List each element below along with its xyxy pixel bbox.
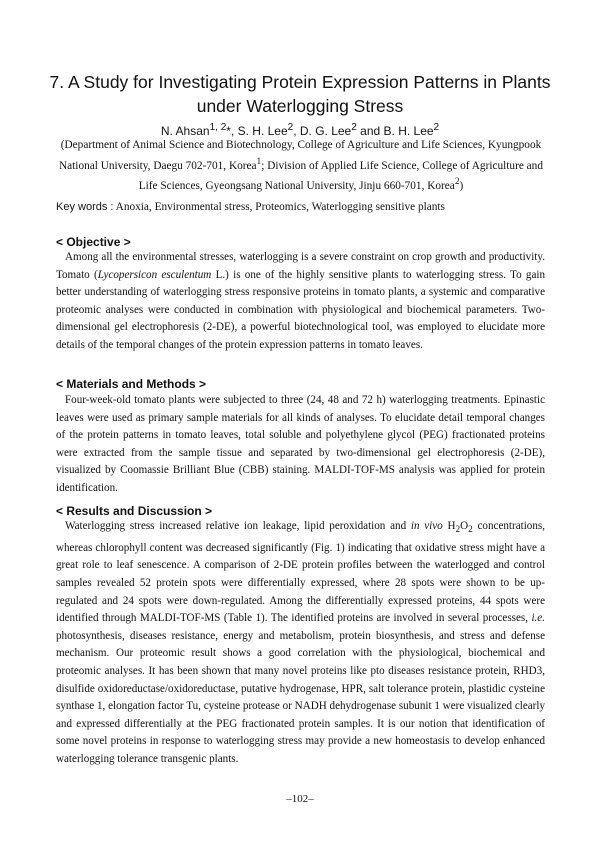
affiliation-text: ; Division of Applied Life Science, College of Agriculture and Life Sciences, Gyeongsang National University, Jinju 660-701, Korea <box>138 159 543 192</box>
italic-term: in vivo <box>410 520 443 532</box>
author-name: B. H. Lee <box>383 124 434 138</box>
keywords <box>56 199 556 215</box>
author-superscript: 2 <box>433 122 440 133</box>
author-name: N. Ahsan <box>160 124 210 138</box>
methods-paragraph <box>56 392 545 498</box>
author-name: D. G. Lee <box>299 124 352 138</box>
section-heading-objective: < Objective > <box>56 235 131 249</box>
keywords-label: Key words : <box>56 201 114 213</box>
affiliation-superscript: 1 <box>256 156 262 167</box>
corresponding-mark: * <box>226 124 231 138</box>
paragraph-text: concentrations, whereas chlorophyll content was decreased significantly (Fig. 1) indicating that oxidative stress might have a great role to leaf senescence. A comparison of 2-DE protein profiles between the waterlogged and control samples revealed 52 protein spots were differentially expressed, where 28 spots were shown to be up-regulated and 24 spots were down-regulated. Among the differentially expressed proteins, 44 spots were identified through MALDI-TOF-MS (Table 1). The identified proteins are involved in several processes, <box>56 520 545 625</box>
author-superscript: 2 <box>287 122 294 133</box>
species-name: Lycopersicon esculentum <box>97 268 212 281</box>
paragraph-text: H <box>442 520 456 532</box>
affiliations <box>56 137 546 194</box>
author-name: S. H. Lee <box>237 124 288 138</box>
keywords-text: Anoxia, Environmental stress, Proteomics, Waterlogging sensitive plants <box>115 201 445 213</box>
paragraph-text: photosynthesis, diseases resistance, energy and metabolism, protein biosynthesis, and stress and defense mechanism. Our proteomic result shows a good correlation with the physiological, biochemical and proteomic analyses. It has been shown that many novel proteins like pto diseases resistance protein, RHD3, disulfide oxidoreductase/oxidoreductase, putative hydrogenase, HPR, salt tolerance protein, plastidic cysteine synthase 1, elongation factor Tu, cysteine protease or NADH dehydrogenase subunit 1 were visualized clearly and expressed differentially at the PEG fractionated protein samples. It is our notion that identification of some novel proteins in response to waterlogging stress may provide a new homeostasis to develop enhanced waterlogging tolerance transgenic plants. <box>56 629 545 765</box>
page-number: –102– <box>286 793 314 805</box>
objective-paragraph <box>56 249 545 355</box>
section-heading-methods: < Materials and Methods > <box>56 377 207 391</box>
affiliation-text: (Department of Animal Science and Biotechnology, College of Agriculture and Life Sciences, Kyungpook National University, Daegu 702-701, Korea <box>59 139 542 172</box>
title-line-2: under Waterlogging Stress <box>196 96 404 116</box>
paper-title <box>40 70 560 118</box>
paragraph-text: L.) is one of the highly sensitive plants to waterlogging stress. To gain better understanding of waterlogging stress responsive proteins in tomato plants, a systemic and comparative proteomic analyses were conducted in combination with physiological and biochemical parameters. Two-dimensional gel electrophoresis (2-DE), a powerful biotechnological tool, was employed to elucidate more details of the temporal changes of the protein expression patterns in tomato leaves. <box>56 268 545 351</box>
author-superscript: 2 <box>351 122 357 133</box>
paragraph-text: Among all the environmental stresses, waterlogging is a severe constraint on crop growth and productivity. Tomato ( <box>56 251 545 281</box>
paragraph-text: Waterlogging stress increased relative ion leakage, lipid peroxidation and <box>65 520 411 532</box>
italic-term: i.e. <box>531 612 545 625</box>
affiliation-text: ) <box>459 179 464 192</box>
chemical-subscript: 2 <box>455 525 461 536</box>
affiliation-superscript: 2 <box>454 176 460 187</box>
title-line-1: 7. A Study for Investigating Protein Expression Patterns in Plants <box>49 72 551 92</box>
results-paragraph <box>56 518 545 769</box>
author-superscript: 1, 2 <box>209 122 227 133</box>
paragraph-text: O <box>460 520 469 532</box>
author-conjunction: and <box>360 124 381 138</box>
author-list: N. Ahsan$^{1, 2}$*, S. H. Lee$^2$, D. G. Lee$^2$ and B. H. Lee$^2$ <box>160 122 440 138</box>
section-heading-results: < Results and Discussion > <box>56 504 213 518</box>
paragraph-text: Four-week-old tomato plants were subjected to three (24, 48 and 72 h) waterlogging treatments. Epinastic leaves were used as primary sample materials for all kinds of analyses. To elucidate detail temporal changes of the protein patterns in tomato leaves, total soluble and polyethylene glycol (PEG) fractionated proteins were extracted from the sample tissue and separated by two-dimensional gel electrophoresis (2-DE), visualized by Coomassie Brilliant Blue (CBB) staining. MALDI-TOF-MS analysis was applied for protein identification. <box>56 394 545 494</box>
chemical-subscript: 2 <box>468 525 473 536</box>
